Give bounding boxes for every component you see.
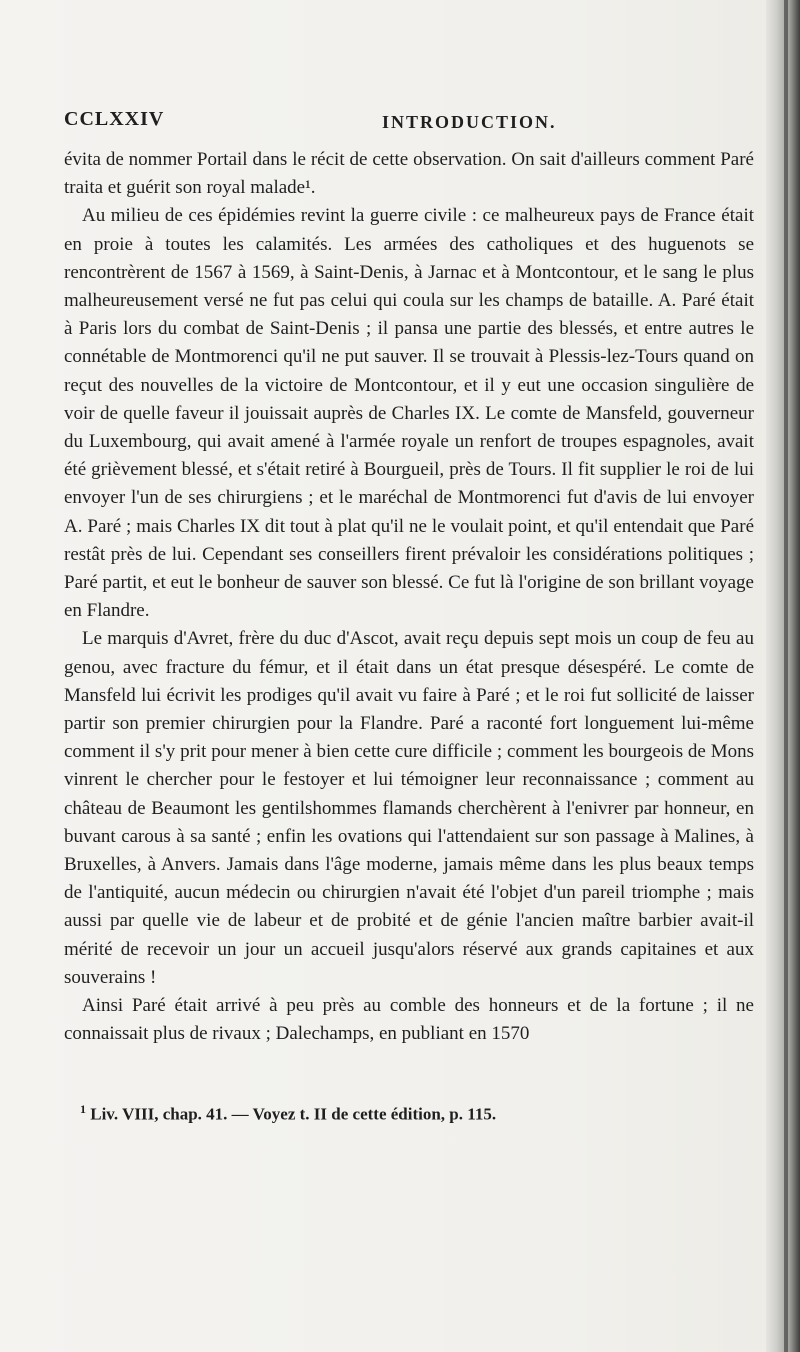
running-title: INTRODUCTION.: [382, 112, 557, 132]
binding-edge: [784, 0, 788, 1352]
footnote-text: Liv. VIII, chap. 41. — Voyez t. II de cette édition, p. 115.: [90, 1104, 497, 1124]
paragraph-marquis: Le marquis d'Avret, frère du duc d'Ascot, avait reçu depuis sept mois un coup de feu au genou, avec fracture du fémur, et il était dans un état presque désespéré. Le comte de Mansfeld lui écrivit les prodiges qu'il avait vu faire à Paré ; et le roi fut sollicité de laisser partir son premier chirurgien pour la Flandre. Paré a raconté fort longuement lui-même comment il s'y prit pour mener à bien cette cure difficile ; comment les bourgeois de Mons vinrent le chercher pour le festoyer et lui témoigner leur reconnaissance ; comment au château de Beaumont les gentilshommes flamands cherchèrent à l'enivrer par honneur, en buvant carous à sa santé ; enfin les ovations qui l'attendaient sur son passage à Malines, à Bruxelles, à Anvers. Jamais dans l'âge moderne, jamais même dans les plus beaux temps de l'antiquité, aucun médecin ou chirurgien n'avait été l'objet d'un pareil triomphe ; mais aussi par quelle vie de labeur et de probité et de génie l'ancien maître barbier avait-il mérité de recevoir un jour un accueil jusqu'alors réservé aux grands capitaines et aux souverains !: [64, 628, 754, 988]
folio-number: CCLXXIV: [64, 108, 165, 130]
footnote: [80, 1102, 740, 1125]
page-spine-shadow: [766, 0, 800, 1352]
paragraph-civil-war: Au milieu de ces épidémies revint la guerre civile : ce malheureux pays de France était en proie à toutes les calamités. Les armées des catholiques et des huguenots se rencontrèrent de 1567 à 1569, à Saint-Denis, à Jarnac et à Montcontour, et le sang le plus malheureusement versé ne fut pas celui qui coula sur les champs de bataille. A. Paré était à Paris lors du combat de Saint-Denis ; il pansa une partie des blessés, et entre autres le connétable de Montmorenci qu'il ne put sauver. Il se trouvait à Plessis-lez-Tours quand on reçut des nouvelles de la victoire de Montcontour, et il y eut une occasion singulière de voir de quelle faveur il jouissait auprès de Charles IX. Le comte de Mansfeld, gouverneur du Luxembourg, qui avait amené à l'armée royale un renfort de troupes espagnoles, avait été grièvement blessé, et s'était retiré à Bourgueil, près de Tours. Il fit supplier le roi de lui envoyer l'un de ses chirurgiens ; et le maréchal de Montmorenci fut d'avis de lui envoyer A. Paré ; mais Charles IX dit tout à plat qu'il ne le voulait point, et qu'il entendait que Paré restât près de lui. Cependant ses conseillers firent prévaloir les considérations politiques ; Paré partit, et eut le bonheur de sauver son blessé. Ce fut là l'origine de son brillant voyage en Flandre.: [64, 205, 754, 622]
footnote-marker: 1: [80, 1102, 86, 1116]
page-header: [64, 108, 754, 138]
paragraph-continuation: évita de nommer Portail dans le récit de cette observation. On sait d'ailleurs comment Paré traita et guérit son royal malade¹.: [64, 149, 754, 199]
paragraph-honours: Ainsi Paré était arrivé à peu près au comble des honneurs et de la fortune ; il ne connaissait plus de rivaux ; Dalechamps, en publiant en 1570: [64, 995, 754, 1045]
page-body: [64, 146, 754, 1049]
